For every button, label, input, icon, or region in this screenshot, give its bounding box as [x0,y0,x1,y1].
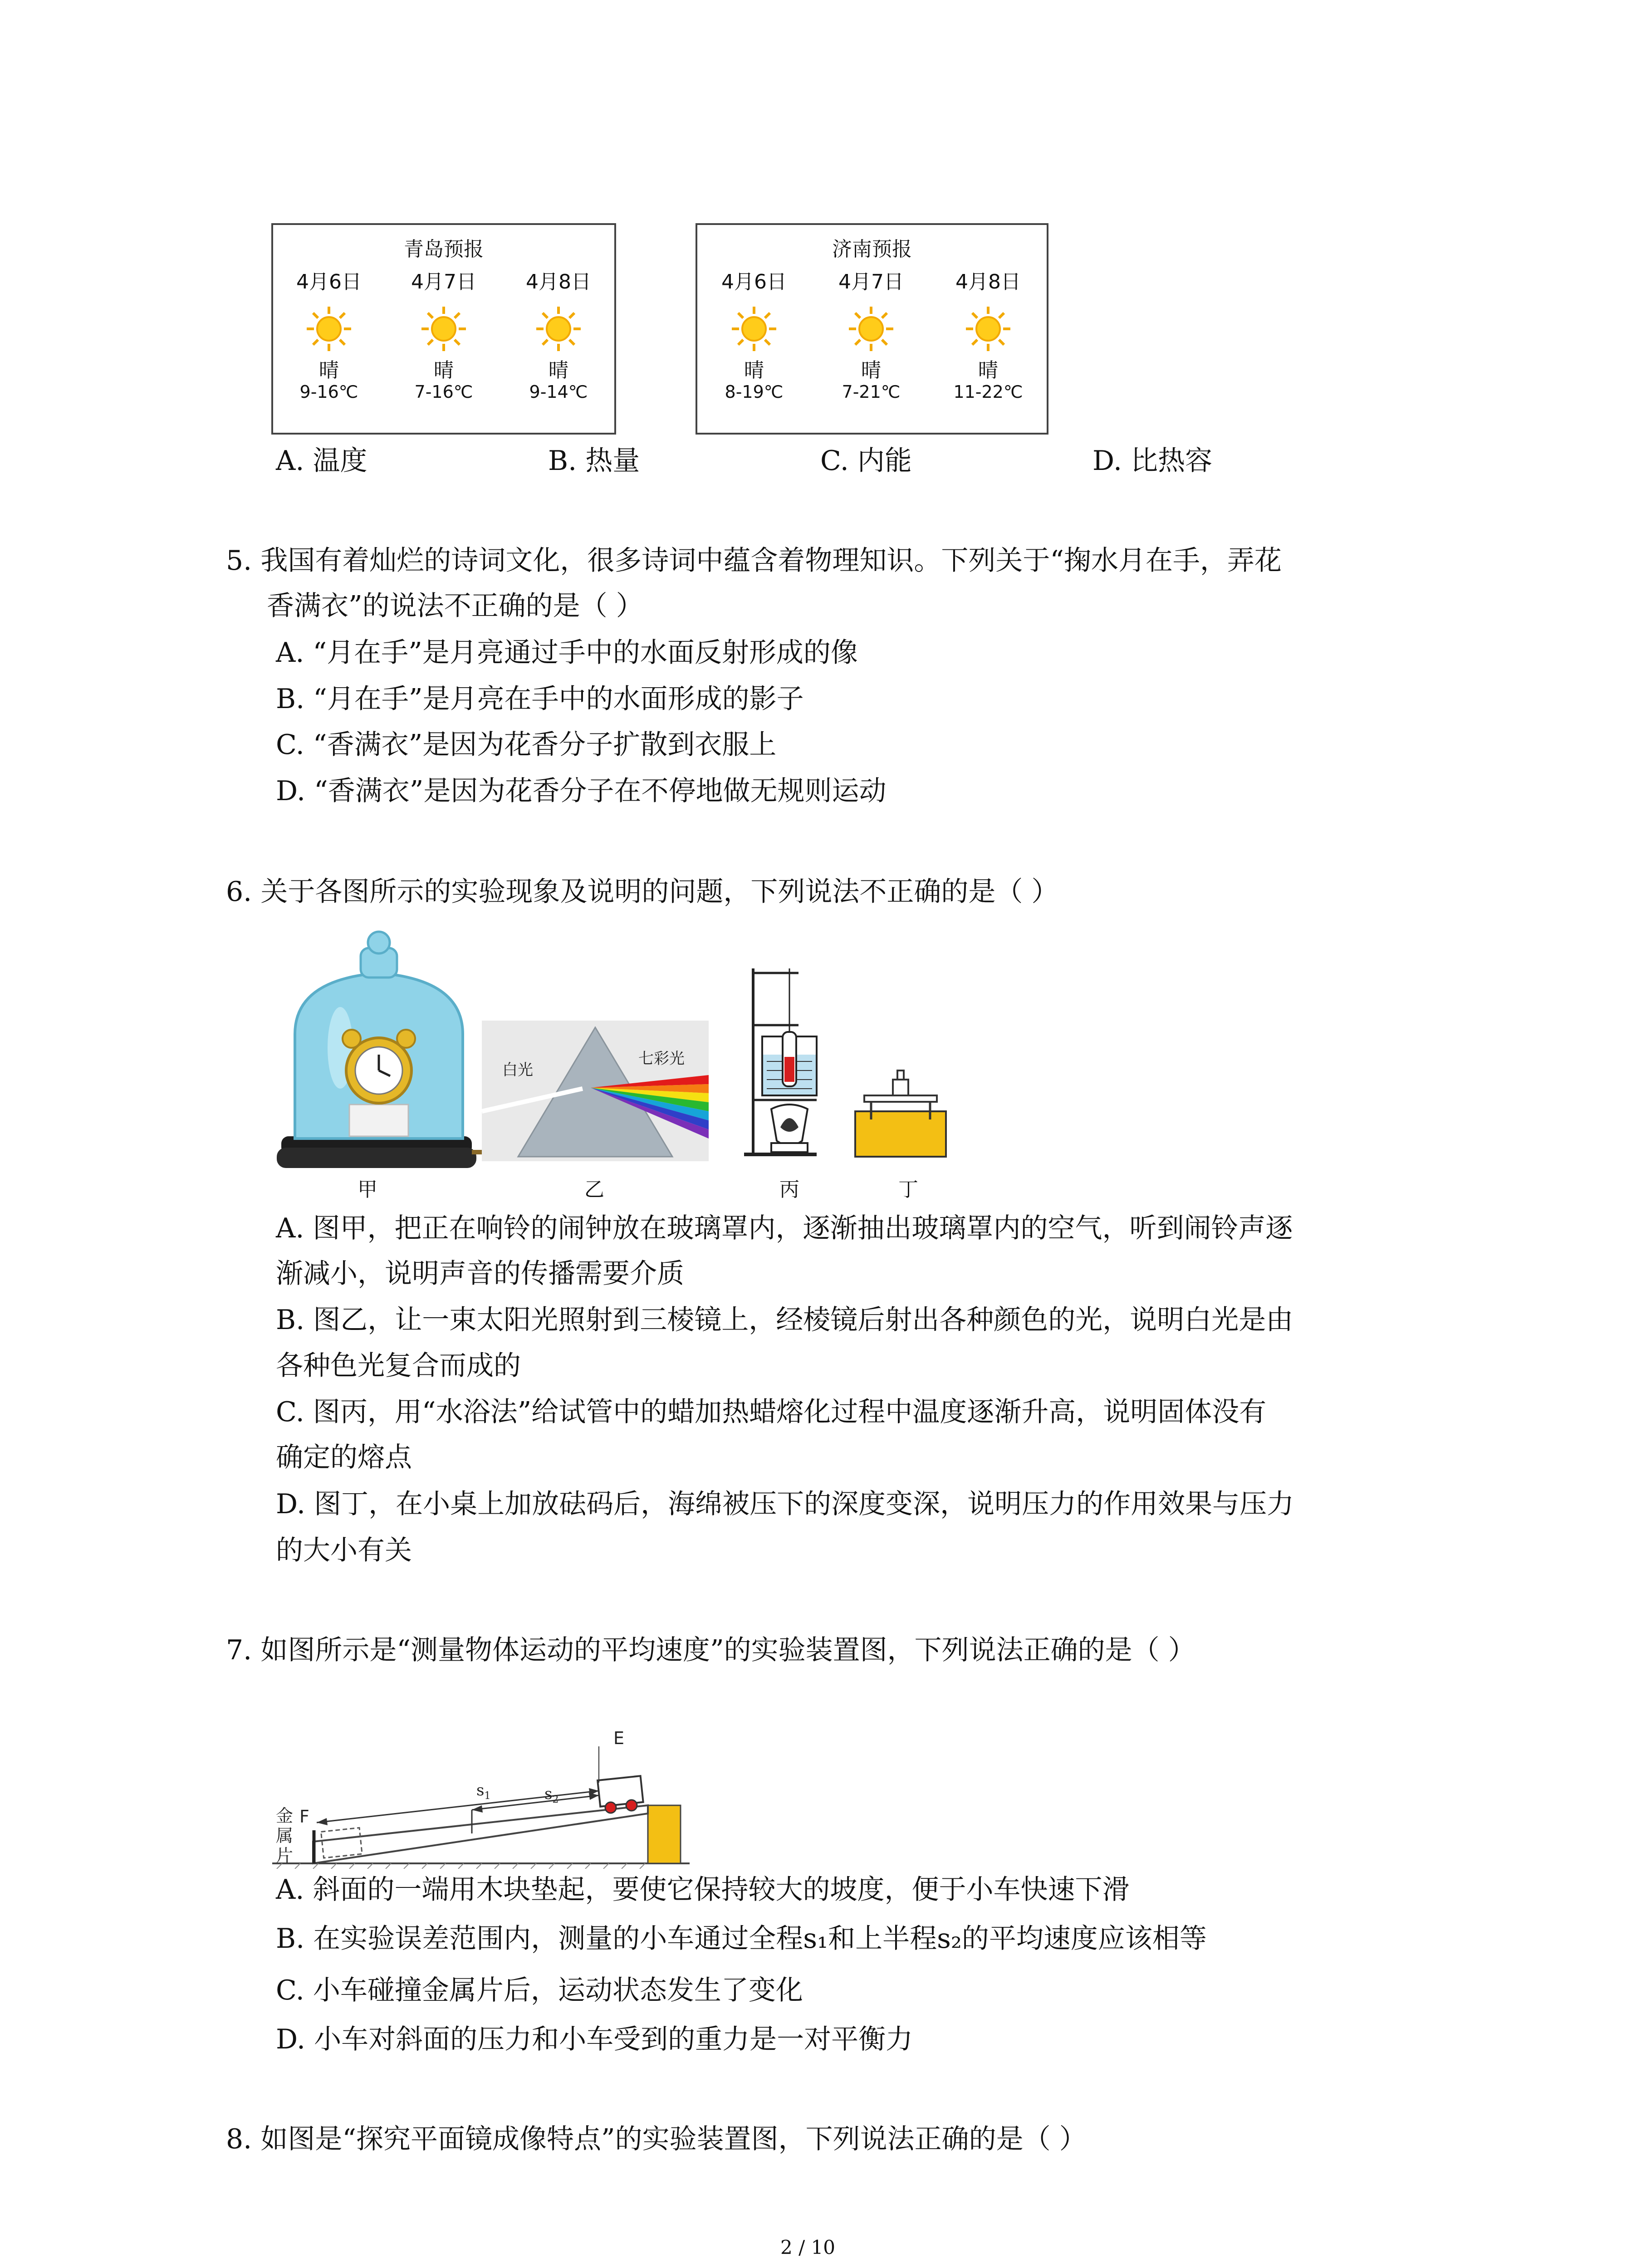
q6-option-c-line1: C. 图丙，用“水浴法”给试管中的蜡加热蜡熔化过程中温度逐渐升高，说明固体没有 [276,1396,1267,1428]
sun-icon [729,304,779,354]
q5-option-b: B. “月在手”是月亮在手中的水面形成的影子 [276,683,804,715]
prism-figure [482,1021,709,1161]
q4-option-d: D. 比热容 [1092,445,1213,477]
forecast-title: 济南预报 [832,238,912,261]
q4-option-a: A. 温度 [276,445,367,477]
forecast-day [819,270,923,402]
q5-option-a: A. “月在手”是月亮通过手中的水面反射形成的像 [276,637,858,669]
forecast-sky: 晴 [861,359,881,382]
forecast-date: 4月8日 [526,270,591,293]
forecast-sky: 晴 [744,359,764,382]
water-bath-figure [744,964,821,1159]
sun-icon [534,304,583,354]
forecast-temp: 9-16℃ [299,382,358,402]
sun-icon [963,304,1013,354]
forecast-title: 青岛预报 [404,238,484,261]
forecast-temp: 7-16℃ [414,382,473,402]
forecast-date: 4月8日 [955,270,1021,293]
qingdao-forecast-box [271,223,616,435]
fig-label-yi: 乙 [584,1178,604,1201]
fig-label-jia: 甲 [358,1178,377,1201]
q7-option-c: C. 小车碰撞金属片后，运动状态发生了变化 [276,1975,803,2006]
q6-option-d-line1: D. 图丁，在小桌上加放砝码后，海绵被压下的深度变深，说明压力的作用效果与压力 [276,1488,1294,1520]
prism-rainbow-label: 七彩光 [638,1050,685,1068]
forecast-day [936,270,1040,402]
forecast-temp: 7-21℃ [842,382,901,402]
incline-label-metal1: 金 [276,1806,294,1826]
incline-label-f: F [299,1807,309,1827]
forecast-date: 4月6日 [296,270,362,293]
q4-option-c: C. 内能 [820,445,912,477]
forecast-temp: 9-14℃ [529,382,588,402]
q6-option-d-line2: 的大小有关 [276,1535,412,1566]
sun-icon [304,304,354,354]
forecast-day [506,270,611,402]
forecast-date: 4月7日 [411,270,476,293]
incline-label-e: E [613,1728,625,1748]
fig-label-bing: 丙 [779,1178,799,1201]
fig-label-ding: 丁 [898,1178,918,1201]
forecast-day [277,270,381,402]
q7-option-a: A. 斜面的一端用木块垫起，要使它保持较大的坡度，便于小车快速下滑 [276,1874,1130,1906]
q5-stem-line1: 5. 我国有着灿烂的诗词文化，很多诗词中蕴含着物理知识。下列关于“掬水月在手，弄花 [226,545,1282,577]
jinan-forecast-box [696,223,1048,435]
q6-option-a-line1: A. 图甲，把正在响铃的闹钟放在玻璃罩内，逐渐抽出玻璃罩内的空气，听到闹铃声逐 [276,1212,1293,1244]
sponge-table-figure [853,1066,948,1159]
prism-white-label: 白光 [502,1061,533,1079]
q7-option-b: B. 在实验误差范围内，测量的小车通过全程s₁和上半程s₂的平均速度应该相等 [276,1923,1207,1955]
q6-option-a-line2: 渐减小，说明声音的传播需要介质 [276,1258,684,1290]
bell-jar-figure [272,930,490,1175]
incline-figure [272,1719,690,1869]
forecast-sky: 晴 [978,359,998,382]
incline-label-metal3: 片 [276,1846,294,1866]
q7-stem: 7. 如图所示是“测量物体运动的平均速度”的实验装置图，下列说法正确的是（ ） [226,1634,1195,1666]
q5-option-d: D. “香满衣”是因为花香分子在不停地做无规则运动 [276,775,887,807]
forecast-day [392,270,496,402]
forecast-sky: 晴 [319,359,339,382]
sun-icon [419,304,469,354]
forecast-date: 4月6日 [721,270,787,293]
forecast-sky: 晴 [434,359,454,382]
sun-icon [846,304,896,354]
forecast-date: 4月7日 [838,270,904,293]
q6-option-c-line2: 确定的熔点 [276,1442,412,1473]
incline-label-s1: $s_1$ [476,1781,491,1802]
q5-option-c: C. “香满衣”是因为花香分子扩散到衣服上 [276,729,777,761]
q6-stem: 6. 关于各图所示的实验现象及说明的问题，下列说法不正确的是（ ） [226,876,1059,908]
incline-label-s2: $s_2$ [544,1785,559,1805]
q5-stem-line2: 香满衣”的说法不正确的是（ ） [267,590,643,622]
q6-option-b-line2: 各种色光复合而成的 [276,1350,521,1382]
q7-option-d: D. 小车对斜面的压力和小车受到的重力是一对平衡力 [276,2024,913,2055]
forecast-temp: 11-22℃ [953,382,1023,402]
q6-option-b-line1: B. 图乙，让一束太阳光照射到三棱镜上，经棱镜后射出各种颜色的光，说明白光是由 [276,1304,1293,1336]
page-number: 2 / 10 [780,2236,836,2258]
incline-label-metal2: 属 [276,1826,294,1846]
forecast-temp: 8-19℃ [725,382,784,402]
forecast-day [702,270,806,402]
q4-option-b: B. 热量 [548,445,640,477]
forecast-sky: 晴 [549,359,568,382]
q8-stem: 8. 如图是“探究平面镜成像特点”的实验装置图，下列说法正确的是（ ） [226,2123,1087,2155]
